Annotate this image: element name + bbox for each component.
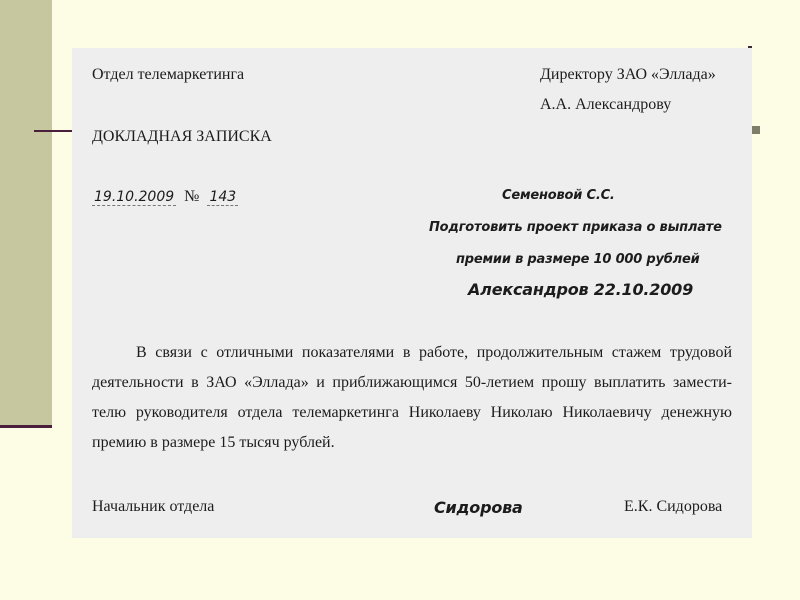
memo-document: [72, 48, 752, 538]
resolution-signature-date: Александров 22.10.2009: [468, 280, 694, 299]
body-line-4: премию в размере 15 тысяч рублей.: [92, 434, 335, 451]
left-decor-line: [34, 130, 74, 132]
addressee-name: А.А. Александрову: [540, 96, 672, 113]
side-decor-bar: [0, 0, 52, 428]
body-line-1: В связи с отличными показателями в работе, продолжительным стажем трудовой: [136, 344, 732, 361]
side-decor-rule: [0, 425, 52, 428]
memo-body: [92, 338, 732, 458]
resolution-recipient: Семеновой С.С.: [502, 188, 615, 203]
signer-name: Е.К. Сидорова: [624, 498, 723, 515]
resolution-instruction-1: Подготовить проект приказа о выплате: [429, 220, 722, 235]
date-number-row: [92, 188, 238, 206]
addressee-title: Директору ЗАО «Эллада»: [540, 66, 716, 83]
document-number: 143: [209, 189, 237, 205]
signer-title: Начальник отдела: [92, 498, 215, 515]
department-label: Отдел телемаркетинга: [92, 66, 245, 83]
body-line-2: деятельности в ЗАО «Эллада» и приближающимся 50-летием прошу выплатить замести-: [92, 374, 732, 391]
document-type: ДОКЛАДНАЯ ЗАПИСКА: [92, 128, 272, 145]
number-sign: №: [184, 188, 200, 205]
body-line-3: телю руководителя отдела телемаркетинга Николаеву Николаю Николаевичу денежную: [92, 404, 732, 421]
handwritten-signature: Сидорова: [434, 498, 523, 517]
resolution-instruction-2: премии в размере 10 000 рублей: [456, 252, 700, 267]
document-date: 19.10.2009: [94, 189, 175, 205]
